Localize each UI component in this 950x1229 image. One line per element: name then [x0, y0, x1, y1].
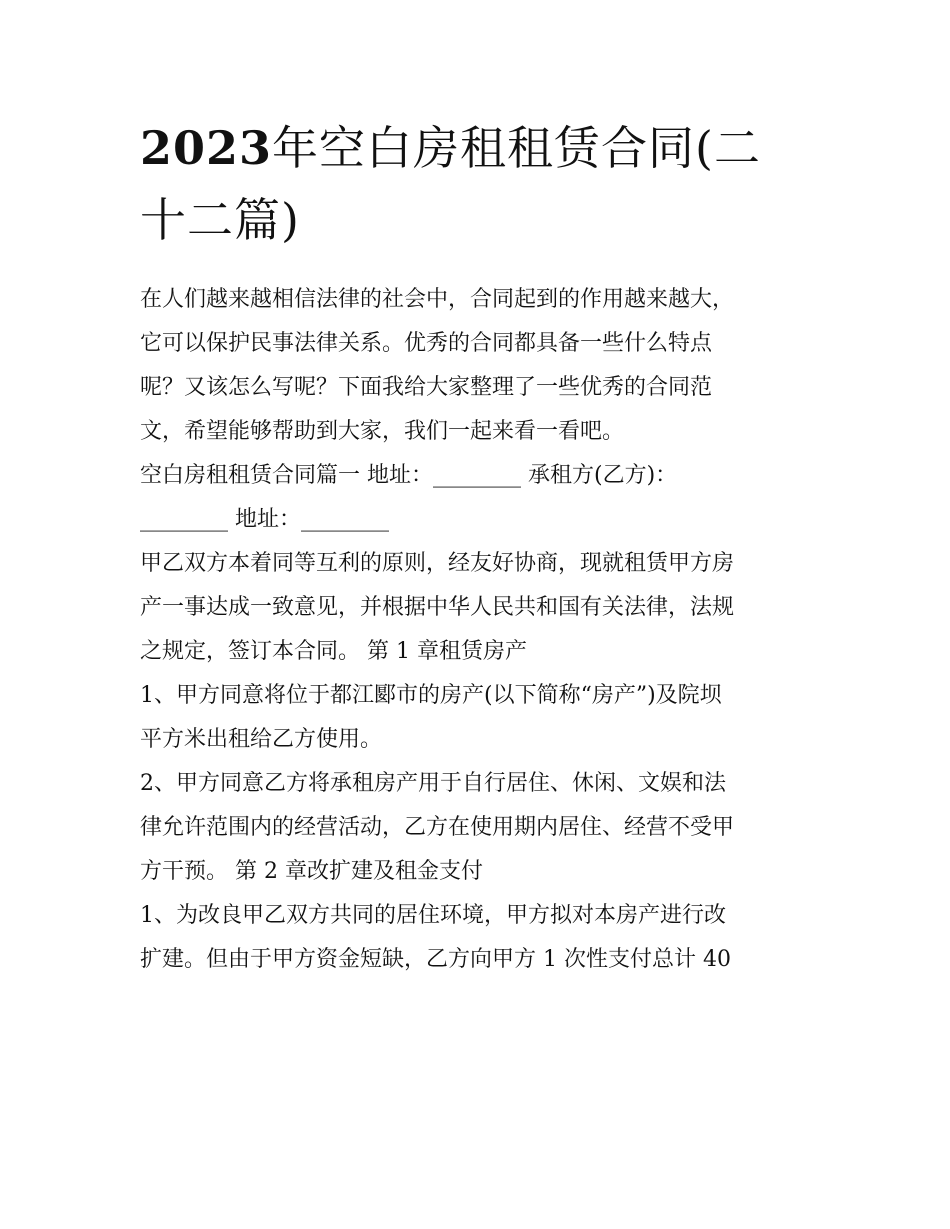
title-line1-rest: 年空白房租租赁合同(二	[272, 121, 761, 175]
body-line: 2、甲方同意乙方将承租房产用于自行居住、休闲、文娱和法	[140, 771, 726, 796]
body-line: 1、为改良甲乙双方共同的居住环境，甲方拟对本房产进行改	[140, 903, 726, 928]
body-line: 呢？又该怎么写呢？下面我给大家整理了一些优秀的合同范	[140, 375, 713, 400]
body-line: 方干预。 第 2 章改扩建及租金支付	[140, 859, 483, 884]
body-line: 在人们越来越相信法律的社会中，合同起到的作用越来越大，	[140, 287, 735, 312]
body-line: 文，希望能够帮助到大家，我们一起来看一看吧。	[140, 419, 625, 444]
body-line: ________ 地址：________	[140, 507, 389, 532]
body-line: 律允许范围内的经营活动，乙方在使用期内居住、经营不受甲	[140, 815, 735, 840]
document-body	[140, 278, 820, 982]
body-line: 它可以保护民事法律关系。优秀的合同都具备一些什么特点	[140, 331, 713, 356]
body-line: 1、甲方同意将位于都江郾市的房产(以下简称“房产”)及院坝	[140, 683, 722, 708]
body-line: 扩建。但由于甲方资金短缺，乙方向甲方 1 次性支付总计 40	[140, 947, 731, 972]
body-line: 空白房租租赁合同篇一 地址：________ 承租方(乙方)：	[140, 463, 678, 488]
title-year: 2023	[140, 121, 273, 175]
title-line2: 十二篇)	[140, 193, 300, 247]
body-line: 之规定，签订本合同。 第 1 章租赁房产	[140, 639, 527, 664]
body-line: 平方米出租给乙方使用。	[140, 727, 383, 752]
document-title	[140, 112, 810, 256]
body-line: 产一事达成一致意见，并根据中华人民共和国有关法律，法规	[140, 595, 735, 620]
body-line: 甲乙双方本着同等互利的原则，经友好协商，现就租赁甲方房	[140, 551, 735, 576]
